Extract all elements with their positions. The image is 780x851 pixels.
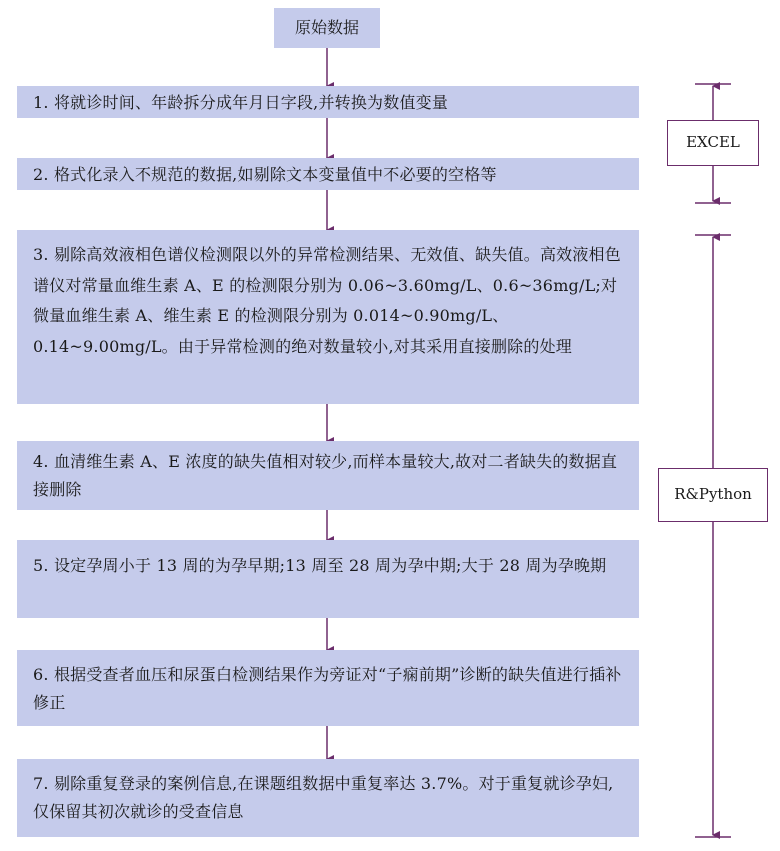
step-6-box: 6. 根据受查者血压和尿蛋白检测结果作为旁证对“子痫前期”诊断的缺失值进行插补修正	[17, 650, 639, 726]
step-4-box: 4. 血清维生素 A、E 浓度的缺失值相对较少,而样本量较大,故对二者缺失的数据直接删除	[17, 441, 639, 510]
step-7-box: 7. 剔除重复登录的案例信息,在课题组数据中重复率达 3.7%。对于重复就诊孕妇,仅保留其初次就诊的受查信息	[17, 759, 639, 837]
step-5-box: 5. 设定孕周小于 13 周的为孕早期;13 周至 28 周为孕中期;大于 28 周为孕晚期	[17, 540, 639, 618]
rpython-tool-label: R&Python	[658, 468, 768, 522]
step-1-box: 1. 将就诊时间、年龄拆分成年月日字段,并转换为数值变量	[17, 86, 639, 118]
excel-tool-label: EXCEL	[667, 120, 759, 166]
step-2-box: 2. 格式化录入不规范的数据,如剔除文本变量值中不必要的空格等	[17, 158, 639, 190]
step-3-box: 3. 剔除高效液相色谱仪检测限以外的异常检测结果、无效值、缺失值。高效液相色谱仪对常量血维生素 A、E 的检测限分别为 0.06~3.60mg/L、0.6~36mg/L;对微量血维生素 A、维生素 E 的检测限分别为 0.014~0.90mg/L、0.14~9.00mg/L。由于异常检测的绝对数量较小,对其采用直接删除的处理	[17, 230, 639, 404]
start-node-raw-data: 原始数据	[274, 8, 380, 48]
